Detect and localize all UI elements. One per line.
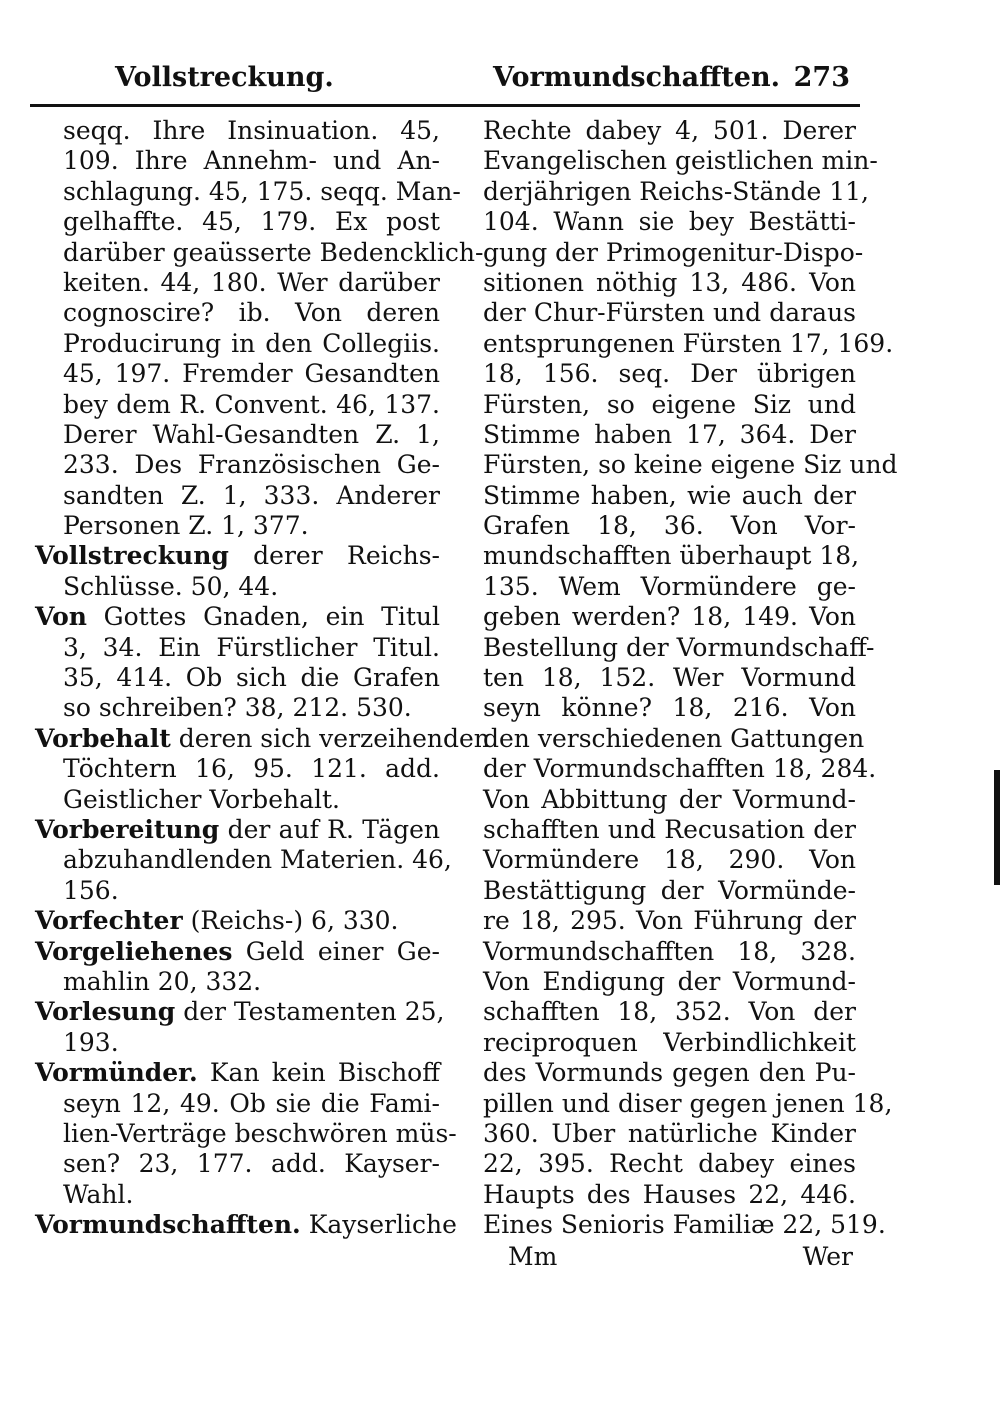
index-text: 233. Des Französischen Ge- [63,450,440,480]
index-text: Personen Z. 1, 377. [63,511,309,541]
index-text: Stimme haben, wie auch der [483,480,856,510]
index-text: Rechte dabey 4, 501. Derer [483,116,856,145]
index-text: pillen und diser gegen jenen 18, [483,1088,893,1118]
index-text: Vormündere 18, 290. Von [483,845,856,875]
header-left-title: Vollstreckung. [115,62,334,93]
index-line [483,1149,856,1179]
index-text: keiten. 44, 180. Wer darüber [63,267,440,297]
index-line [35,511,440,541]
index-text: der Testamenten 25, [175,997,445,1027]
index-text: seyn 12, 49. Ob sie die Fami- [63,1088,440,1118]
index-text: 109. Ihre Annehm- und An- [63,146,440,176]
index-line [35,937,440,967]
index-text: sitionen nöthig 13, 486. Von [483,267,856,297]
index-text: 104. Wann sie bey Bestätti- [483,207,856,237]
index-text: Geld einer Ge- [232,936,440,966]
index-line [483,1210,886,1240]
index-text: Wahl. [63,1179,134,1209]
index-line [35,1180,440,1210]
index-line [35,116,440,146]
index-text: gung der Primogenitur-Dispo- [483,237,864,267]
index-headword: Vollstreckung [35,541,229,571]
index-text: 18, 156. seq. Der übrigen [483,359,856,389]
header-right-title: Vormundschafften. [492,62,780,93]
index-text: 35, 414. Ob sich die Grafen [63,663,440,693]
index-text: sandten Z. 1, 333. Anderer [63,480,440,510]
index-line [483,723,865,754]
index-text: 135. Wem Vormündere ge- [483,571,856,601]
index-text: sen? 23, 177. add. Kayser- [63,1149,440,1179]
index-line [35,845,452,875]
index-line [35,997,445,1027]
index-text: Bestellung der Vormundschaff- [483,632,875,662]
index-line [35,268,440,298]
index-text: gelhaffte. 45, 179. Ex post [63,207,440,237]
index-line [483,876,856,906]
index-line [483,1028,856,1058]
index-line [35,693,440,723]
index-line [35,1028,440,1058]
index-line [35,1118,457,1149]
index-line [483,572,856,602]
index-text: Von Endigung der Vormund- [483,966,856,996]
index-line [35,602,440,632]
index-line [35,390,440,420]
index-text: Eines Senioris Familiæ 22, 519. [483,1210,886,1240]
index-text: Grafen 18, 36. Von Vor- [483,511,856,541]
index-text: Producirung in den Collegiis. [63,328,440,358]
index-text: entsprungenen Fürsten 17, 169. [483,328,894,358]
index-line [35,906,440,936]
index-line [483,541,860,571]
index-text: Geistlicher Vorbehalt. [63,784,340,814]
index-line [483,632,875,663]
index-line [35,815,440,845]
index-line [483,906,856,936]
index-text: Stimme haben 17, 364. Der [483,419,856,449]
index-text: lien-Verträge beschwören müs- [63,1118,457,1148]
index-line [483,298,856,328]
index-line [483,997,856,1027]
index-line [35,723,490,754]
index-text: Haupts des Hauses 22, 446. [483,1179,856,1209]
index-text: deren sich verzeihenden [170,723,490,753]
scan-edge-mark [994,770,1000,885]
index-line [483,237,864,268]
index-text: Vormundschafften 18, 328. [483,936,856,966]
index-text: derjährigen Reichs-Stände 11, [483,176,869,206]
index-headword: Vormundschafften. [35,1210,301,1240]
index-headword: Von [35,602,87,632]
index-line [483,268,856,298]
index-text: reciproquen Verbindlichkeit [483,1027,856,1057]
index-line [483,207,856,237]
index-line [35,541,440,571]
index-text: so schreiben? 38, 212. 530. [63,693,412,723]
index-text: 45, 197. Fremder Gesandten [63,359,440,389]
index-text: abzuhandlenden Materien. 46, [63,845,452,875]
index-line [35,298,440,328]
index-line [35,1149,440,1179]
running-header [115,62,850,102]
index-line [35,754,440,784]
index-text: bey dem R. Convent. 46, 137. [63,389,440,419]
index-text: schafften 18, 352. Von der [483,997,856,1027]
index-line [483,390,856,420]
index-text: geben werden? 18, 149. Von [483,602,856,632]
index-line [35,420,440,450]
index-line [35,1058,440,1088]
index-line [483,146,878,176]
index-line [35,207,440,237]
index-line [483,511,856,541]
index-text: Derer Wahl-Gesandten Z. 1, [63,419,440,449]
index-text: Fürsten, so eigene Siz und [483,389,856,419]
index-text: 193. [63,1027,119,1057]
index-text: mundschafften überhaupt 18, [483,541,860,571]
index-line [483,420,856,450]
index-line [35,572,440,602]
index-text: schafften und Recusation der [483,814,856,844]
index-text: 22, 395. Recht dabey eines [483,1149,856,1179]
signature-mark: Mm [508,1242,558,1271]
index-line [35,1210,457,1240]
index-line [483,1088,893,1119]
index-text: Bestättigung der Vormünde- [483,875,856,905]
index-text: der Chur-Fürsten und daraus [483,298,856,328]
index-line [483,845,856,875]
index-line [483,481,856,511]
index-text: re 18, 295. Von Führung der [483,906,856,936]
index-text: Kayserliche [300,1210,457,1240]
index-line [483,359,856,389]
index-line [483,967,856,997]
index-headword: Vorgeliehenes [35,936,233,966]
header-rule [30,104,860,107]
index-text: cognoscire? ib. Von deren [63,298,440,328]
index-text: des Vormunds gegen den Pu- [483,1058,856,1088]
index-line [483,663,856,693]
index-text: Von Abbittung der Vormund- [483,784,856,814]
index-text: 360. Uber natürliche Kinder [483,1118,856,1148]
index-text: mahlin 20, 332. [63,966,262,996]
index-text: darüber geaüsserte Bedencklich- [63,237,484,267]
index-line [483,815,856,845]
index-line [483,785,856,815]
page-footer [508,1242,853,1274]
index-line [35,176,461,207]
catchword: Wer [802,1242,853,1271]
index-headword: Vorfechter [35,906,183,936]
index-text: seyn könne? 18, 216. Von [483,693,856,723]
index-text: Kan kein Bischoff [197,1058,440,1088]
index-text: Evangelischen geistlichen min- [483,146,878,176]
index-line [35,1089,440,1119]
index-line [35,329,440,359]
index-line [483,116,856,146]
index-headword: Vorlesung [35,997,176,1027]
index-headword: Vorbehalt [35,723,171,753]
right-column [483,116,898,1240]
index-line [483,450,898,480]
index-line [35,450,440,480]
index-line [483,1058,856,1088]
left-column [35,116,490,1240]
index-line [483,1180,856,1210]
index-line [35,359,440,389]
index-headword: Vorbereitung [35,814,220,844]
index-line [35,481,440,511]
index-text: 3, 34. Ein Fürstlicher Titul. [63,632,440,662]
index-line [483,1119,856,1149]
index-line [35,663,440,693]
index-text: 156. [63,875,119,905]
index-text: derer Reichs- [228,541,440,571]
index-line [35,633,440,663]
index-line [35,237,484,268]
index-line [35,146,440,176]
index-line [35,967,440,997]
index-text: (Reichs-) 6, 330. [182,906,399,936]
index-text: ten 18, 152. Wer Vormund [483,663,856,693]
index-text: schlagung. 45, 175. seqq. Man- [63,176,461,206]
index-text: seqq. Ihre Insinuation. 45, [63,116,440,145]
index-text: den verschiedenen Gattungen [483,723,865,753]
index-line [483,602,856,632]
index-line [483,937,856,967]
index-line [35,785,440,815]
index-text: der Vormundschafften 18, 284. [483,754,877,784]
index-text: Schlüsse. 50, 44. [63,571,279,601]
index-text: Töchtern 16, 95. 121. add. [63,754,440,784]
index-text: Gottes Gnaden, ein Titul [86,602,440,632]
page-number: 273 [793,62,850,93]
index-text: Fürsten, so keine eigene Siz und [483,450,898,480]
index-text: der auf R. Tägen [219,814,440,844]
index-line [483,176,869,207]
index-line [483,754,877,784]
index-line [483,693,856,723]
index-headword: Vormünder. [35,1058,198,1088]
index-line [35,876,440,906]
index-line [483,328,894,359]
